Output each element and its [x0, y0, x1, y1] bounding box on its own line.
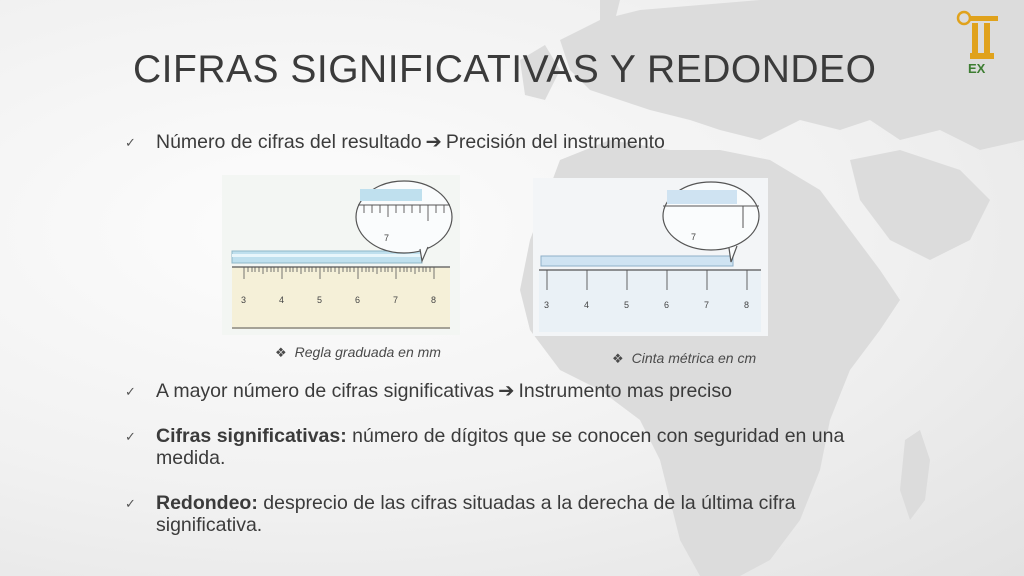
bullet-text: medida.	[156, 447, 226, 469]
tick-label: 4	[279, 295, 285, 305]
slide-title: CIFRAS SIGNIFICATIVAS Y REDONDEO	[133, 48, 877, 91]
bullet-item	[125, 131, 665, 153]
tick-label: 7	[393, 295, 399, 305]
checkmark-icon: ✓	[125, 429, 136, 444]
tick-label: 7	[704, 300, 710, 310]
tick-label: 4	[584, 300, 590, 310]
bullet-term: Cifras significativas:	[156, 425, 347, 447]
bullet-text: Precisión del instrumento	[445, 131, 665, 153]
bullet-term: Redondeo:	[156, 492, 258, 514]
tick-label: 8	[431, 295, 437, 305]
tape-cm-image	[533, 178, 768, 336]
checkmark-icon: ✓	[125, 135, 136, 150]
right-arrow-icon: ➔	[498, 380, 515, 402]
tick-label: 3	[544, 300, 550, 310]
bullet-text: Número de cifras del resultado	[156, 131, 422, 153]
university-column-icon	[955, 8, 1001, 62]
bullet-text: significativa.	[156, 514, 263, 536]
bullet-item	[125, 492, 796, 536]
diamond-bullet-icon: ❖	[612, 351, 624, 366]
ruler-mm-image	[222, 175, 460, 335]
right-arrow-icon: ➔	[425, 131, 442, 153]
tick-label: 8	[744, 300, 750, 310]
figure-caption: ❖ Regla graduada en mm	[275, 344, 441, 360]
university-logo	[955, 8, 1001, 74]
bullet-item	[125, 380, 732, 402]
checkmark-icon: ✓	[125, 384, 136, 399]
tick-label: 3	[241, 295, 247, 305]
zoom-label: 7	[691, 232, 697, 242]
figure-caption: ❖ Cinta métrica en cm	[612, 350, 757, 366]
bullet-item	[125, 425, 845, 469]
tick-label: 5	[624, 300, 630, 310]
diamond-bullet-icon: ❖	[275, 345, 287, 360]
bullet-text: número de dígitos que se conocen con seguridad en una	[352, 425, 845, 447]
zoom-label: 7	[384, 233, 390, 243]
bullet-text: desprecio de las cifras situadas a la derecha de la última cifra	[263, 492, 796, 514]
logo-text: EX	[968, 61, 986, 76]
bullet-text: A mayor número de cifras significativas	[156, 380, 495, 402]
tick-label: 6	[355, 295, 361, 305]
checkmark-icon: ✓	[125, 496, 136, 511]
tick-label: 5	[317, 295, 323, 305]
bullet-text: Instrumento mas preciso	[518, 380, 732, 402]
tick-label: 6	[664, 300, 670, 310]
